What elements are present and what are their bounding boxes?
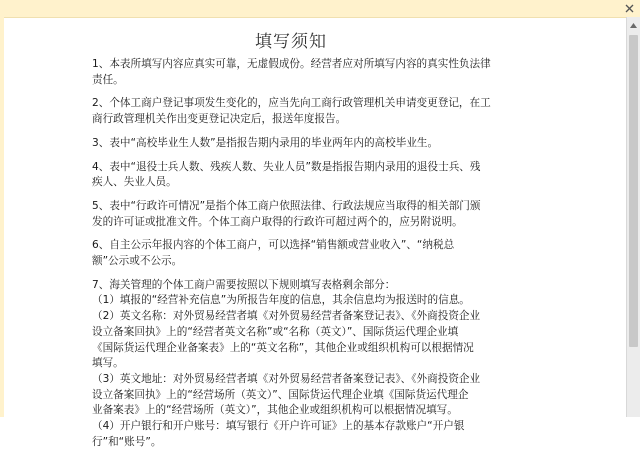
notice-item-1 [92,57,508,88]
text-line: 《国际货运代理企业备案表》上的“英文名称”，其他企业或组织机构可以根据情况 [92,341,474,354]
text-line: 2、个体工商户登记事项发生变化的，应当先向工商行政管理机关申请变更登记，在工 [92,97,491,110]
left-edge-strip [0,17,4,417]
notice-item-6 [92,238,508,269]
text-line: 填写。 [92,357,124,370]
close-button[interactable] [621,0,637,16]
text-line: 商行政管理机关作出变更登记决定后，报送年度报告。 [92,113,347,126]
page-title: 填写须知 [255,32,327,52]
notice-content [6,17,624,448]
text-line: 设立备案回执》上的“经营场所（英文）”、国际货运代理企业填《国际货运代理企 [92,388,469,401]
close-icon [625,4,634,13]
dialog-top-bar [0,0,640,18]
text-line: 行”和“账号”。 [92,435,162,448]
text-line: 设立备案回执》上的“经营者英文名称”或“名称（英文）”、国际货运代理企业填 [92,325,459,338]
text-line: 额”公示或不公示。 [92,255,183,268]
notice-item-3 [92,136,508,152]
scroll-up-arrow-icon [630,23,637,28]
notice-body [92,57,508,450]
text-line: （4）开户银行和开户账号：填写银行《开户许可证》上的基本存款账户“开户银 [92,420,465,433]
notice-item-2 [92,96,508,127]
notice-item-4 [92,160,508,191]
vertical-scrollbar[interactable] [626,17,640,417]
text-line: 疾人、失业人员。 [92,176,177,189]
notice-item-5 [92,199,508,230]
text-line: 发的许可证或批准文件。个体工商户取得的行政许可超过两个的，应另附说明。 [92,215,463,228]
text-line: 5、表中“行政许可情况”是指个体工商户依照法律、行政法规应当取得的相关部门颁 [92,199,481,212]
text-line: （3）英文地址：对外贸易经营者填《对外贸易经营者备案登记表》、《外商投资企业 [92,372,481,385]
notice-item-7 [92,278,508,450]
scroll-up-button[interactable] [627,17,640,33]
text-line: 6、自主公示年报内容的个体工商户，可以选择“销售额或营业收入”、“纳税总 [92,239,455,252]
text-line: 业备案表》上的“经营场所（英文）”，其他企业或组织机构可以根据情况填写。 [92,404,458,417]
text-line: （2）英文名称：对外贸易经营者填《对外贸易经营者备案登记表》、《外商投资企业 [92,310,481,323]
text-line: 7、海关管理的个体工商户需要按照以下规则填写表格剩余部分： [92,278,396,291]
scroll-thumb[interactable] [629,35,638,347]
text-line: （1）填报的“经营补充信息”为所报告年度的信息，其余信息均为报送时的信息。 [92,294,470,307]
text-line: 1、本表所填写内容应真实可靠，无虚假成份。经营者应对所填写内容的真实性负法律 [92,58,491,70]
text-line: 3、表中“高校毕业生人数”是指报告期内录用的毕业两年内的高校毕业生。 [92,136,439,149]
text-line: 4、表中“退役士兵人数、残疾人数、失业人员”数是指报告期内录用的退役士兵、残 [92,160,481,173]
text-line: 责任。 [92,73,124,86]
